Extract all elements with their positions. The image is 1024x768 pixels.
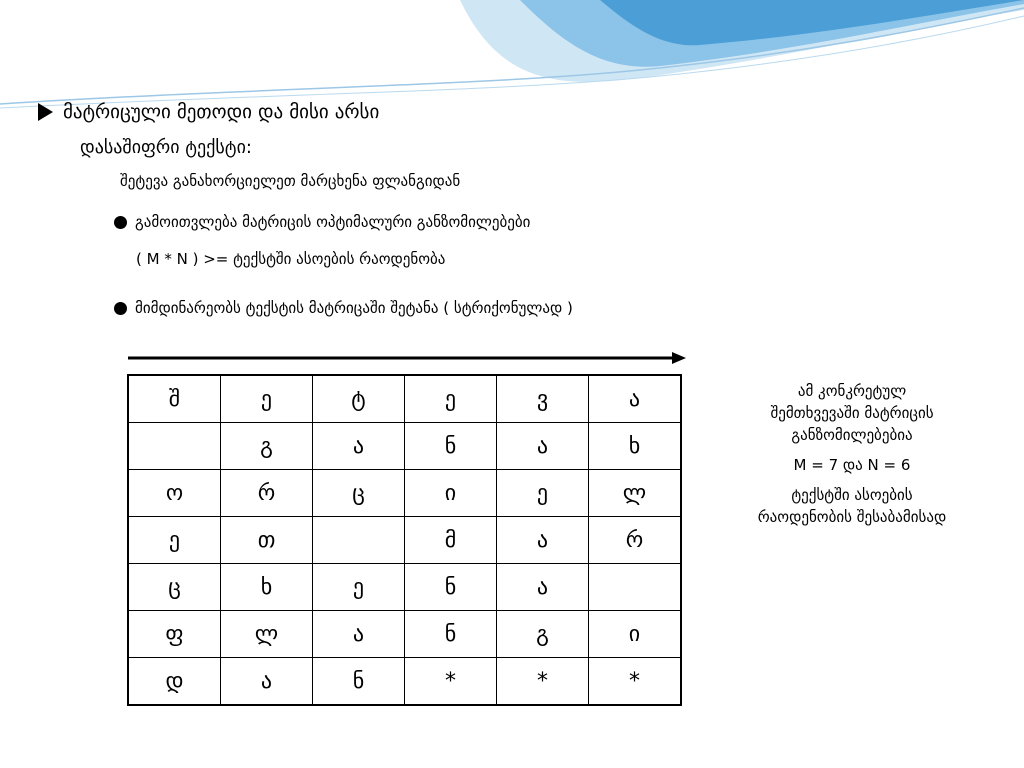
matrix-cell: ხ [589, 423, 682, 470]
side-note-line-3: განზომილებებია [791, 426, 913, 444]
matrix-cell: ც [313, 470, 405, 517]
side-note [722, 380, 982, 528]
table-row [128, 470, 681, 517]
table-row [128, 611, 681, 658]
matrix-cell: მ [405, 517, 497, 564]
slide-title [38, 101, 379, 123]
matrix-cell: გ [497, 611, 589, 658]
matrix-cell: ი [589, 611, 682, 658]
bullet-1-continuation: ( M * N ) >= ტექსტში ასოების რაოდენობა [136, 250, 446, 268]
matrix-cell: რ [221, 470, 313, 517]
matrix-cell: ა [221, 658, 313, 706]
slide-title-text: მატრიცული მეთოდი და მისი არსი [63, 101, 380, 123]
matrix-cell [128, 423, 221, 470]
matrix-cell: ე [128, 517, 221, 564]
right-arrow-icon [126, 348, 688, 368]
matrix-cell: * [589, 658, 682, 706]
side-note-line-1: ამ კონკრეტულ [797, 382, 907, 400]
matrix-cell: * [405, 658, 497, 706]
matrix-cell: ა [497, 564, 589, 611]
matrix-cell: ნ [405, 564, 497, 611]
matrix-cell: ა [313, 611, 405, 658]
matrix-cell: დ [128, 658, 221, 706]
matrix-cell: ე [221, 375, 313, 423]
matrix-cell: ნ [405, 423, 497, 470]
matrix-cell: ა [497, 423, 589, 470]
matrix-cell: ე [497, 470, 589, 517]
matrix-cell: ე [313, 564, 405, 611]
table-row [128, 564, 681, 611]
plaintext-line: შეტევა განახორციელეთ მარცხენა ფლანგიდან [120, 172, 461, 190]
bullet-dot-icon [114, 302, 127, 315]
matrix-cell [589, 564, 682, 611]
cipher-matrix-table [127, 374, 682, 706]
side-note-line-2: შემთხვევაში მატრიცის [770, 404, 934, 422]
matrix-cell: ლ [221, 611, 313, 658]
bullet-item-2 [114, 299, 573, 317]
matrix-cell: ნ [313, 658, 405, 706]
matrix-dimensions: M = 7 და N = 6 [793, 456, 911, 474]
matrix-cell: თ [221, 517, 313, 564]
matrix-cell: რ [589, 517, 682, 564]
bullet-item-1 [114, 213, 530, 231]
side-note-line-5: რაოდენობის შესაბამისად [757, 508, 947, 526]
bullet-dot-icon [114, 216, 127, 229]
matrix-cell: ნ [405, 611, 497, 658]
table-row [128, 517, 681, 564]
matrix-cell: ვ [497, 375, 589, 423]
play-triangle-icon [38, 103, 53, 121]
matrix-cell: ე [405, 375, 497, 423]
bullet-2-text: მიმდინარეობს ტექსტის მატრიცაში შეტანა ( სტრიქონულად ) [135, 299, 573, 317]
side-note-line-4: ტექსტში ასოების [791, 486, 913, 504]
matrix-cell: * [497, 658, 589, 706]
table-row [128, 375, 681, 423]
matrix-cell: ლ [589, 470, 682, 517]
table-row [128, 658, 681, 706]
matrix-cell: ა [589, 375, 682, 423]
matrix-cell: ი [405, 470, 497, 517]
matrix-cell: ტ [313, 375, 405, 423]
matrix-cell: ხ [221, 564, 313, 611]
header-wave-decoration [0, 0, 1024, 110]
matrix-cell: ც [128, 564, 221, 611]
matrix-cell: შ [128, 375, 221, 423]
matrix-cell: ფ [128, 611, 221, 658]
table-row [128, 423, 681, 470]
slide-subtitle: დასაშიფრი ტექსტი: [80, 137, 252, 158]
bullet-1-text: გამოითვლება მატრიცის ოპტიმალური განზომილებები [135, 213, 531, 231]
matrix-cell: ა [313, 423, 405, 470]
matrix-cell: ო [128, 470, 221, 517]
matrix-cell: გ [221, 423, 313, 470]
matrix-cell: ა [497, 517, 589, 564]
matrix-cell [313, 517, 405, 564]
